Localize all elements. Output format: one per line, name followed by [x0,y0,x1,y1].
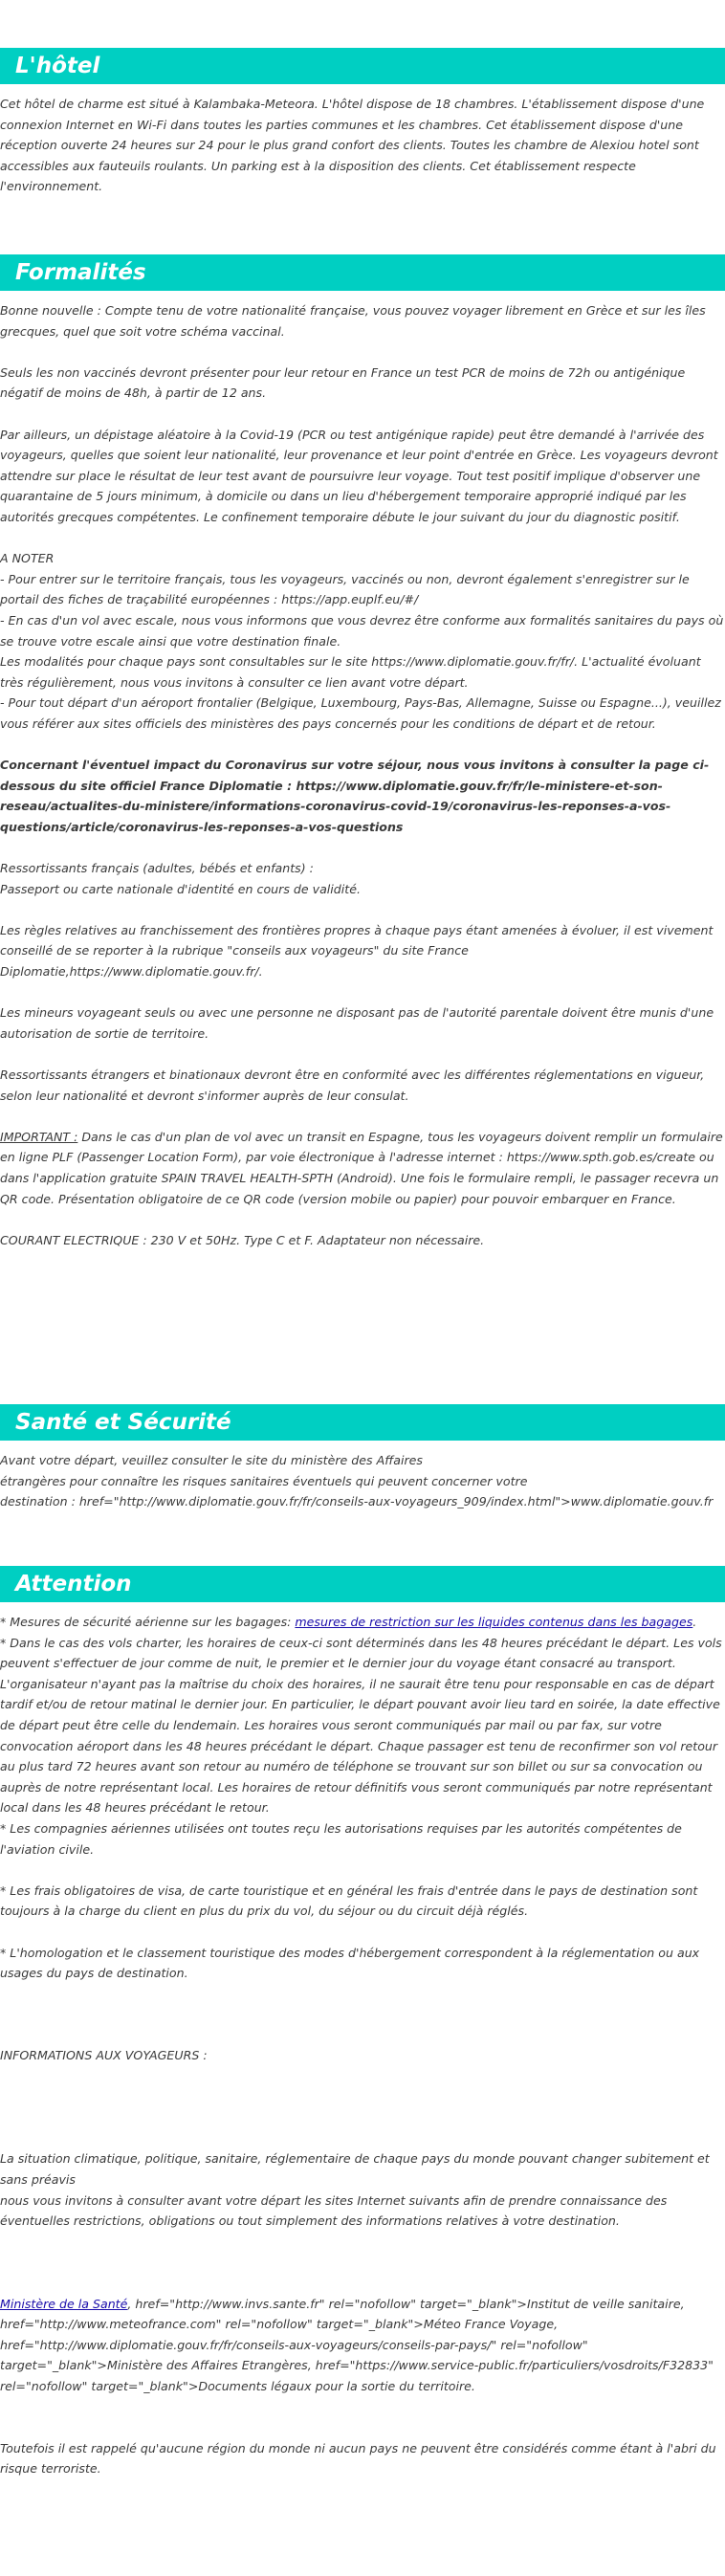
note-4: - Pour tout départ d'un aéroport frontalier (Belgique, Luxembourg, Pays-Bas, Allemagne, Suisse ou Espagne...), veuillez vous référer aux sites officiels des ministères des pays concernés pour les conditions de départ et de retour. [0,695,721,731]
ministere-sante-link[interactable]: Ministère de la Santé [0,2296,128,2311]
formalites-p1: Bonne nouvelle : Compte tenu de votre nationalité française, vous pouvez voyager librement en Grèce et sur les îles grecques, quel que soit votre schéma vaccinal. [0,303,706,339]
formalites-p3: Par ailleurs, un dépistage aléatoire à la Covid-19 (PCR ou test antigénique rapide) peut être demandé à l'arrivée des voyageurs, quelles que soient leur nationalité, leur provenance et leur point d'entrée en Grèce. Les voyageurs devront attendre sur place le résultat de leur test avant de poursuivre leur voyage. Tout test positif implique d'observer une quarantaine de 5 jours minimum, à domicile ou dans un lieu d'hébergement temporaire approprié indiqué par les autorités grecques compétentes. Le confinement temporaire débute le jour suivant du jour du diagnostic positif. [0,427,718,524]
attention-body [0,1602,725,2479]
sante-line-3: destination : href="http://www.diplomatie.gouv.fr/fr/conseils-aux-voyageurs_909/index.html">www.diplomatie.gouv.fr [0,1494,714,1509]
hotel-description [0,84,725,197]
charter-text: * Dans le cas des vols charter, les horaires de ceux-ci sont déterminés dans les 48 heures précédant le départ. Les vols peuvent s'effectuer de jour comme de nuit, le premier et le dernier jour du voyage étant consacré au transport. L'organisateur n'ayant pas la maîtrise du choix des horaires, il ne saurait être tenu pour responsable en cas de départ tardif et/ou de retour matinal le dernier jour. En particulier, le départ pouvant avoir lieu tard en soirée, la date effective de départ peut être celle du lendemain. Les horaires vous seront communiqués par mail ou par fax, sur votre convocation aéroport dans les 48 heures précédant le départ. Chaque passager est tenu de reconfirmer son vol retour au plus tard 72 heures avant son retour au numéro de téléphone se trouvant sur son billet ou sur sa convocation ou auprès de notre représentant local. Les horaires de retour définitifs vous seront communiqués par notre représentant local dans les 48 heures précédant le retour. [0,1635,722,1816]
sante-line-1: Avant votre départ, veuillez consulter le site du ministère des Affaires [0,1453,423,1467]
important-paragraph [0,1127,725,1209]
terroriste-text: Toutefois il est rappelé qu'aucune région du monde ni aucun pays ne peuvent être considérés comme étant à l'abri du risque terroriste. [0,2440,716,2477]
hotel-header: L'hôtel [0,48,725,84]
note-2: - En cas d'un vol avec escale, nous vous informons que vous devrez être conforme aux formalités sanitaires du pays où se trouve votre escale ainsi que votre destination finale. [0,612,724,649]
sante-header: Santé et Sécurité [0,1404,725,1441]
situation-text-1: La situation climatique, politique, sanitaire, réglementaire de chaque pays du monde pouvant changer subitement et sans préavis [0,2151,710,2188]
formalites-header: Formalités [0,254,725,291]
situation-text-2: nous vous invitons à consulter avant votre départ les sites Internet suivants afin de prendre connaissance des éventuelles restrictions, obligations ou tout simplement des informations relatives à votre destination. [0,2192,668,2229]
formalites-p2: Seuls les non vaccinés devront présenter pour leur retour en France un test PCR de moins de 72h ou antigénique négatif de moins de 48h, à partir de 12 ans. [0,364,686,401]
ressortissants-title: Ressortissants français (adultes, bébés et enfants) : [0,861,314,876]
hotel-text: Cet hôtel de charme est situé à Kalambaka-Meteora. L'hôtel dispose de 18 chambres. L'établissement dispose d'une connexion Internet en Wi-Fi dans toutes les parties communes et les chambres. Cet établissement dispose d'une réception ouverte 24 heures sur 24 pour le plus grand confort des clients. Toutes les chambre de Alexiou hotel sont accessibles aux fauteuils roulants. Un parking est à la disposition des clients. Cet établissement respecte l'environnement. [0,97,705,194]
securite-suffix: . [692,1615,697,1629]
coronavirus-notice: Concernant l'éventuel impact du Coronavirus sur votre séjour, nous vous invitons à consulter la page ci-dessous du site officiel France Diplomatie : https://www.diplomatie.gouv.fr/fr/le-ministere-et-son-reseau/actualites-du-ministere/informations-coronavirus-covid-19/coronavirus-les-reponses-a-vos-questions/article/coronavirus-les-reponses-a-vos-questions [0,758,710,834]
restriction-liquides-link[interactable]: mesures de restriction sur les liquides contenus dans les bagages [295,1615,693,1629]
courant-text: COURANT ELECTRIQUE : 230 V et 50Hz. Type C et F. Adaptateur non nécessaire. [0,1232,485,1247]
securite-prefix: * Mesures de sécurité aérienne sur les bagages: [0,1615,296,1629]
sante-body [0,1441,725,1512]
regles-text: Les règles relatives au franchissement des frontières propres à chaque pays étant amenées à évoluer, il est vivement conseillé de se reporter à la rubrique "conseils aux voyageurs" du site France Diplomatie,https://www.diplomatie.gouv.fr/. [0,922,714,979]
sante-section [0,1404,725,1512]
attention-header: Attention [0,1566,725,1602]
sante-line-2: étrangères pour connaître les risques sanitaires éventuels qui peuvent concerner votre [0,1473,528,1488]
ministere-rest: , href="http://www.invs.sante.fr" rel="nofollow" target="_blank">Institut de veille sanitaire, href="http://www.meteofrance.com" rel="nofollow" target="_blank">Méteo France Voyage, href="http://www.diplomatie.gouv.fr/fr/conseils-aux-voyageurs/conseils-par-pays/" rel="nofollow" target="_blank">Ministère des Affaires Etrangères, href="https://www.service-public.fr/particuliers/vosdroits/F32833" rel="nofollow" target="_blank">Documents légaux pour la sortie du territoire. [0,2296,714,2393]
note-1: - Pour entrer sur le territoire français, tous les voyageurs, vaccinés ou non, devront également s'enregistrer sur le portail des fiches de traçabilité européennes : https://app.euplf.eu/#/ [0,571,690,607]
note-3: Les modalités pour chaque pays sont consultables sur le site https://www.diplomatie.gouv.fr/fr/. L'actualité évoluant très régulièrement, nous vous invitons à consulter ce lien avant votre départ. [0,654,701,690]
important-text: Dans le cas d'un plan de vol avec un transit en Espagne, tous les voyageurs doivent remplir un formulaire en ligne PLF (Passenger Location Form), par voie électronique à l'adresse internet : https://www.spth.gob.es/create ou dans l'application gratuite SPAIN TRAVEL HEALTH-SPTH (Android). Une fois le formulaire rempli, le passager recevra un QR code. Présentation obligatoire de ce QR code (version mobile ou papier) pour pouvoir embarquer en France. [0,1129,723,1206]
important-label: IMPORTANT : [0,1129,78,1144]
hotel-section [0,48,725,197]
homologation-text: * L'homologation et le classement touristique des modes d'hébergement correspondent à la réglementation ou aux usages du pays de destination. [0,1945,700,1981]
ministere-paragraph [0,2294,725,2397]
etrangers-text: Ressortissants étrangers et binationaux devront être en conformité avec les différentes réglementations en vigueur, selon leur nationalité et devront s'informer auprès de leur consulat. [0,1067,705,1103]
note-title: A NOTER [0,551,55,566]
frais-text: * Les frais obligatoires de visa, de carte touristique et en général les frais d'entrée dans le pays de destination sont toujours à la charge du client en plus du prix du vol, du séjour ou du circuit déjà réglés. [0,1882,698,1919]
ressortissants-text: Passeport ou carte nationale d'identité en cours de validité. [0,881,361,896]
formalites-section [0,254,725,1250]
securite-paragraph [0,1612,725,1633]
mineurs-text: Les mineurs voyageant seuls ou avec une personne ne disposant pas de l'autorité parentale doivent être munis d'une autorisation de sortie de territoire. [0,1005,714,1041]
attention-section [0,1566,725,2479]
formalites-body [0,291,725,1250]
infos-voyageurs-title: INFORMATIONS AUX VOYAGEURS : [0,2048,208,2063]
compagnies-text: * Les compagnies aériennes utilisées ont toutes reçu les autorisations requises par les autorités compétentes de l'aviation civile. [0,1820,682,1857]
